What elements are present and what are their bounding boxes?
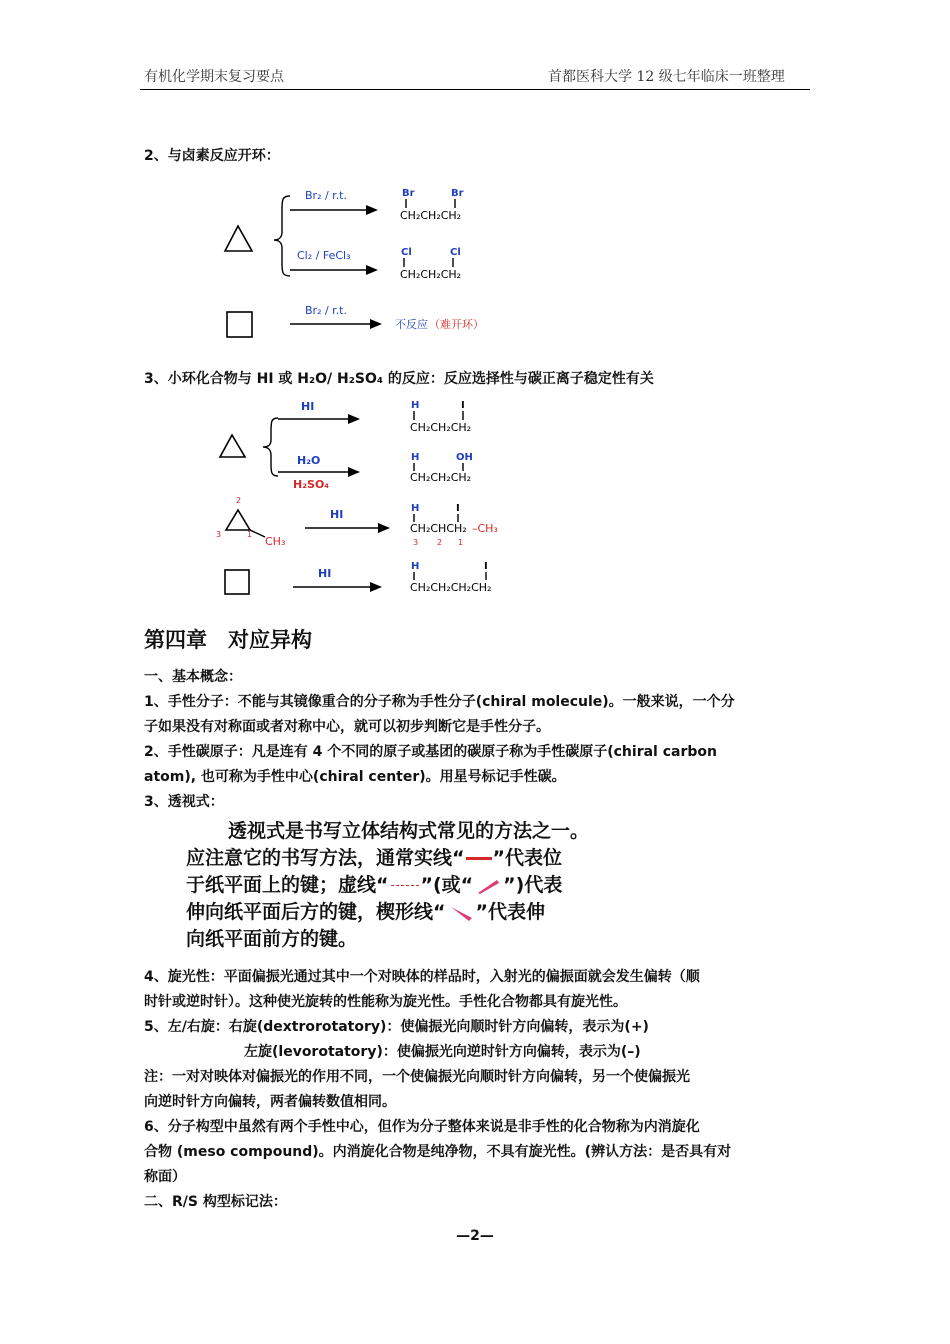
substituent-cl-2: Cl	[450, 247, 461, 258]
ring-number-3: 3	[216, 530, 222, 539]
hard-to-open-note: （难开环）	[429, 318, 484, 331]
reagent-hi-2: HI	[330, 508, 344, 521]
basic-concepts-heading: 一、基本概念：	[144, 669, 242, 685]
arrow-1-head	[366, 205, 378, 215]
paragraph-5-line-1: 5、左/右旋：右旋(dextrorotatory)：使偏振光向顺时针方向偏转，表示为(+)	[144, 1019, 649, 1035]
reagent-hi-1: HI	[301, 400, 315, 413]
substituent-br-1: Br	[402, 188, 415, 199]
paragraph-3-heading: 3、透视式：	[144, 794, 224, 810]
substituent-oh: OH	[456, 452, 473, 463]
substituent-h-3: H	[411, 503, 420, 514]
paragraph-4-line-2: 时针或逆时针）。这种使光旋转的性能称为旋光性。手性化合物都具有旋光性。	[144, 994, 627, 1010]
branch-brace	[263, 418, 278, 476]
paragraph-6-line-3: 称面）	[144, 1169, 186, 1185]
substituent-h-2: H	[411, 452, 420, 463]
substituent-i-3: I	[456, 503, 460, 514]
reagent-cl2-fecl3: Cl₂ / FeCl₃	[297, 249, 351, 262]
branch-brace	[274, 196, 290, 276]
product-chain-1: CH₂CH₂CH₂	[400, 209, 462, 222]
image-line-2b: ”代表位	[492, 847, 562, 869]
substituent-i-1: I	[461, 400, 465, 411]
methyl-label: CH₃	[265, 535, 286, 548]
reagent-hi-3: HI	[318, 567, 332, 580]
paragraph-2-line-2: atom), 也可称为手性中心(chiral center)。用星号标记手性碳。	[144, 769, 566, 785]
section-2-title: 2、与卤素反应开环：	[144, 148, 280, 164]
section-3-title: 3、小环化合物与 HI 或 H₂O/ H₂SO₄ 的反应：反应选择性与碳正离子稳定性有关	[144, 371, 654, 387]
wedge-line-icon	[448, 904, 474, 922]
cyclobutane-icon	[225, 570, 249, 594]
image-line-2	[186, 845, 589, 872]
image-line-2a: 应注意它的书写方法，通常实线“	[186, 847, 465, 869]
paragraph-6-line-1: 6、分子构型中虽然有两个手性中心，但作为分子整体来说是非手性的化合物称为内消旋化	[144, 1119, 700, 1135]
rs-configuration-heading: 二、R/S 构型标记法：	[144, 1194, 287, 1210]
arrow-hi-1-head	[348, 414, 360, 424]
ring-number-1: 1	[247, 530, 253, 539]
substituent-cl-1: Cl	[401, 247, 412, 258]
product-chain-methyl-tail: –CH₃	[472, 522, 498, 535]
substituent-h-4: H	[411, 561, 420, 572]
product-chain-butyl: CH₂CH₂CH₂CH₂	[410, 581, 492, 594]
image-line-4a: 伸向纸平面后方的键，楔形线“	[186, 901, 446, 923]
image-line-3b: ”(或“	[420, 874, 474, 896]
small-ring-acid-scheme	[0, 395, 950, 605]
arrow-2-head	[366, 265, 378, 275]
methyl-bond	[250, 530, 265, 537]
reagent-h2so4: H₂SO₄	[293, 478, 330, 491]
paragraph-1-line-1: 1、手性分子：不能与其镜像重合的分子称为手性分子(chiral molecule)。一般来说，一个分	[144, 694, 735, 710]
hashed-wedge-icon	[475, 877, 501, 895]
image-line-3	[186, 872, 589, 899]
chapter-heading: 第四章 对应异构	[144, 627, 312, 652]
chain-pos-3: 3	[413, 538, 419, 547]
arrow-h2o-head	[348, 467, 360, 477]
reagent-br2-2: Br₂ / r.t.	[305, 304, 347, 317]
no-reaction-label: 不反应	[395, 318, 428, 331]
product-chain-h2o: CH₂CH₂CH₂	[410, 471, 472, 484]
paragraph-5-note-2: 向逆时针方向偏转，两者偏转数值相同。	[144, 1094, 396, 1110]
paragraph-4-line-1: 4、旋光性：平面偏振光通过其中一个对映体的样品时，入射光的偏振面就会发生偏转（顺	[144, 969, 700, 985]
arrow-hi-3-head	[370, 582, 382, 592]
paragraph-1-line-2: 子如果没有对称面或者对称中心，就可以初步判断它是手性分子。	[144, 719, 550, 735]
product-chain-hi: CH₂CH₂CH₂	[410, 421, 472, 434]
substituent-i-4: I	[484, 561, 488, 572]
image-line-3a: 于纸平面上的键；虚线“	[186, 874, 389, 896]
solid-line-icon	[466, 857, 492, 860]
halogen-ring-opening-scheme	[0, 170, 950, 350]
paragraph-5-line-2: 左旋(levorotatory)：使偏振光向逆时针方向偏转，表示为(–)	[244, 1044, 641, 1060]
dashed-line-icon	[391, 885, 419, 886]
ring-number-2: 2	[236, 496, 242, 505]
cyclobutane-icon	[227, 312, 252, 337]
cyclopropane-icon	[220, 435, 245, 457]
page-number: —2—	[456, 1228, 494, 1244]
reagent-h2o: H₂O	[297, 454, 321, 467]
image-line-3c: ”)代表	[503, 874, 563, 896]
paragraph-6-line-2: 合物 (meso compound)。内消旋化合物是纯净物，不具有旋光性。(辨认方法：是否具有对	[144, 1144, 732, 1160]
paragraph-2-line-1: 2、手性碳原子：凡是连有 4 个不同的原子或基团的碳原子称为手性碳原子(chiral carbon	[144, 744, 717, 760]
cyclopropane-icon	[225, 226, 252, 251]
reagent-br2: Br₂ / r.t.	[305, 189, 347, 202]
product-chain-methyl: CH₂CHCH₂	[410, 522, 467, 535]
image-line-4b: ”代表伸	[475, 901, 545, 923]
chain-pos-1: 1	[458, 538, 464, 547]
arrow-hi-2-head	[378, 523, 390, 533]
substituent-br-2: Br	[451, 188, 464, 199]
substituent-h-1: H	[411, 400, 420, 411]
image-line-1: 透视式是书写立体结构式常见的方法之一。	[228, 820, 590, 842]
chain-pos-2: 2	[437, 538, 443, 547]
arrow-3-head	[370, 319, 382, 329]
header-divider	[140, 89, 810, 90]
header-left: 有机化学期末复习要点	[144, 69, 284, 85]
perspective-formula-image	[186, 818, 589, 953]
paragraph-5-note-1: 注：一对对映体对偏振光的作用不同，一个使偏振光向顺时针方向偏转，另一个使偏振光	[144, 1069, 690, 1085]
methylcyclopropane-icon	[226, 510, 250, 530]
image-line-5: 向纸平面前方的键。	[186, 928, 358, 950]
product-chain-2: CH₂CH₂CH₂	[400, 268, 462, 281]
header-right: 首都医科大学 12 级七年临床一班整理	[548, 69, 785, 85]
image-line-4	[186, 899, 589, 926]
